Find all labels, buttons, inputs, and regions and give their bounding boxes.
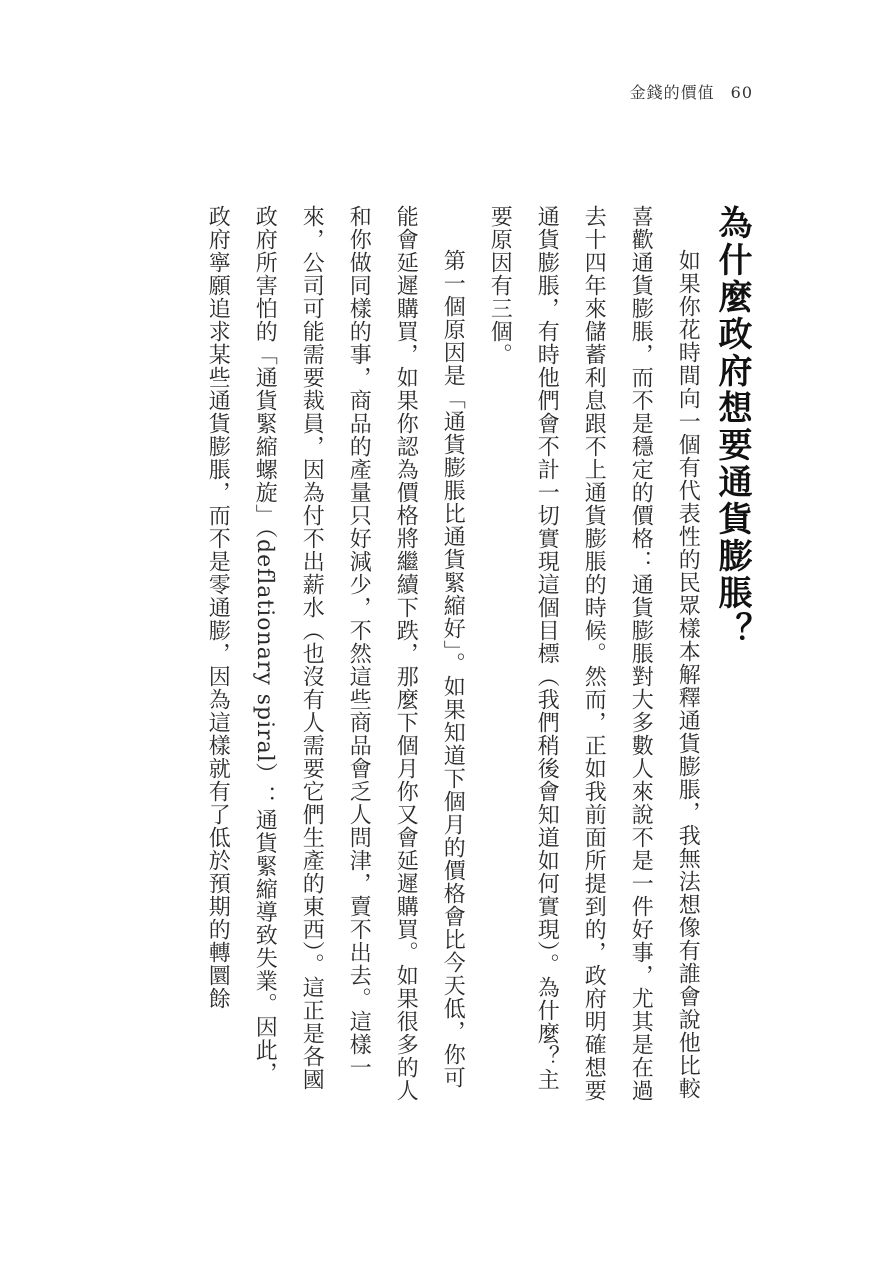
body-paragraph: 如果你花時間向一個有代表性的民眾樣本解釋通貨膨脹，我無法想像有誰會說他比較喜歡通貨膨脹，而不是穩定的價格：通貨膨脹對大多數人來說不是一件好事，尤其是在過去十四年來儲蓄利息跟不上通貨膨脹的時候。然而，正如我前面所提到的，政府明確想要通貨膨脹，有時他們會不計一切實現這個目標（我們稍後會知道如何實現）。為什麼？主要原因有三個。 xyxy=(487,205,701,1102)
section-heading: 為什麼政府想要通貨膨脹？ xyxy=(712,205,752,649)
page-number: 60 xyxy=(730,83,753,102)
book-title: 金錢的價值 xyxy=(629,83,715,102)
page-body xyxy=(152,205,752,1105)
body-paragraph: 第一個原因是「通貨膨脹比通貨緊縮好」。如果知道下個月的價格會比今天低，你可能會延遲購買，如果你認為價格將繼續下跌，那麼下個月你又會延遲購買。如果很多的人和你做同樣的事，商品的產量只好減少，不然這些商品會乏人問津，賣不出去。這樣一來，公司可能需要裁員，因為付不出薪水（也沒有人需要它們生產的東西）。這正是各國政府所害怕的「通貨緊縮螺旋」（deflationary spiral）：通貨緊縮導致失業。因此，政府寧願追求某些通貨膨脹，而不是零通膨，因為這樣就有了低於預期的轉圜餘 xyxy=(205,205,466,1102)
running-header xyxy=(630,80,753,103)
